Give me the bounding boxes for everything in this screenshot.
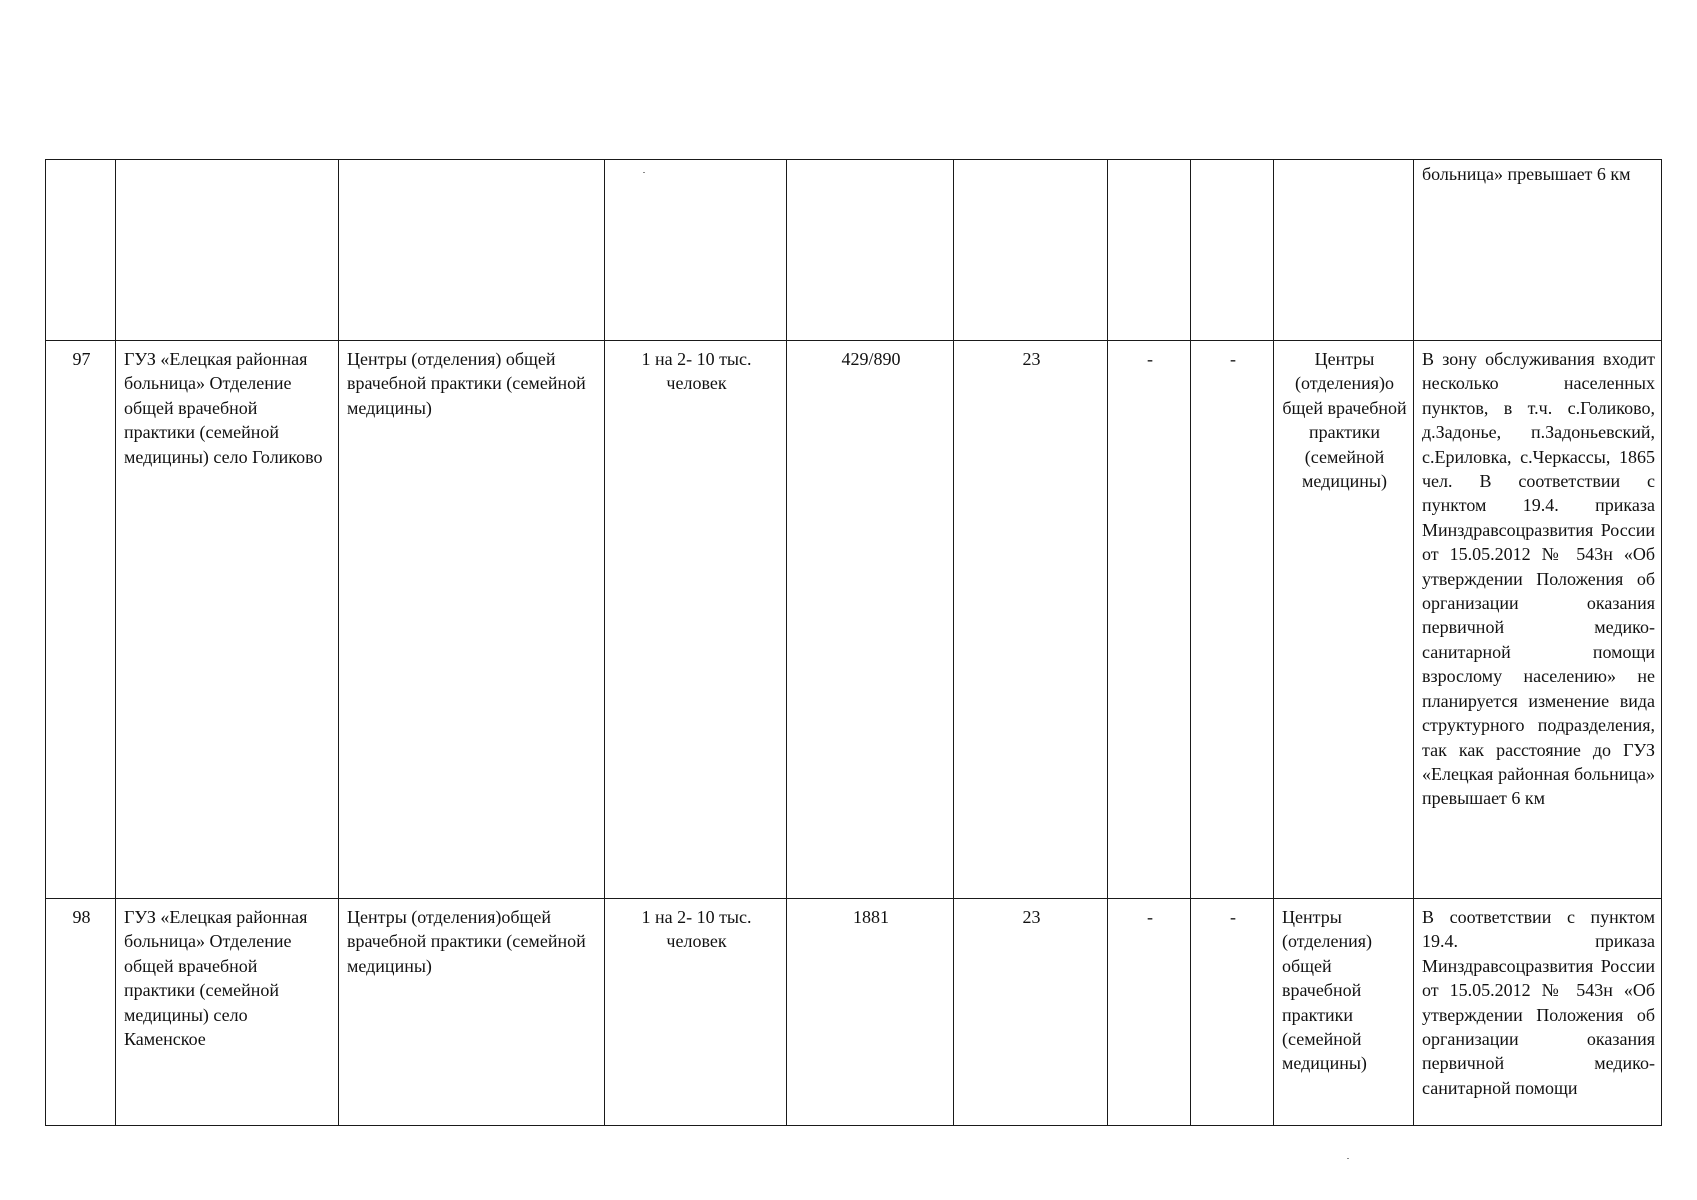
cell-distance <box>954 160 1108 341</box>
cell-facility-type <box>339 160 605 341</box>
cell-distance: 23 <box>954 341 1108 899</box>
cell-number: 98 <box>46 899 116 1126</box>
cell-number <box>46 160 116 341</box>
table-row <box>46 341 1662 899</box>
cell-col8: - <box>1191 341 1274 899</box>
cell-col8: - <box>1191 899 1274 1126</box>
facilities-table <box>45 159 1662 1126</box>
cell-institution: ГУЗ «Елецкая районная больница» Отделение общей врачебной практики (семейной медицины) село Каменское <box>116 899 339 1126</box>
cell-facility-type: Центры (отделения)общей врачебной практики (семейной медицины) <box>339 899 605 1126</box>
cell-norm: 1 на 2- 10 тыс. человек <box>605 341 787 899</box>
cell-col7: - <box>1108 341 1191 899</box>
cell-institution: ГУЗ «Елецкая районная больница» Отделение общей врачебной практики (семейной медицины) село Голиково <box>116 341 339 899</box>
cell-note: В зону обслуживания входит несколько населенных пунктов, в т.ч. с.Голиково, д.Задонье, п.Задоньевский, с.Ериловка, с.Черкассы, 1865 чел. В соответствии с пунктом 19.4. приказа Минздравсоцразвития России от 15.05.2012 № 543н «Об утверждении Положения об организации оказания первичной медико-санитарной помощи взрослому населению» не планируется изменение вида структурного подразделения, так как расстояние до ГУЗ «Елецкая районная больница» превышает 6 км <box>1414 341 1662 899</box>
cell-number: 97 <box>46 341 116 899</box>
cell-norm <box>605 160 787 341</box>
cell-col8 <box>1191 160 1274 341</box>
cell-note: больница» превышает 6 км <box>1414 160 1662 341</box>
cell-col7: - <box>1108 899 1191 1126</box>
scan-speck <box>1347 1158 1349 1159</box>
table-row <box>46 899 1662 1126</box>
cell-planned-type: Центры (отделения)о бщей врачебной практики (семейной медицины) <box>1274 341 1414 899</box>
cell-population <box>787 160 954 341</box>
cell-norm: 1 на 2- 10 тыс. человек <box>605 899 787 1126</box>
cell-col7 <box>1108 160 1191 341</box>
cell-population: 1881 <box>787 899 954 1126</box>
cell-planned-type <box>1274 160 1414 341</box>
cell-distance: 23 <box>954 899 1108 1126</box>
table-row <box>46 160 1662 341</box>
cell-facility-type: Центры (отделения) общей врачебной практики (семейной медицины) <box>339 341 605 899</box>
scan-speck <box>643 172 645 173</box>
cell-note: В соответствии с пунктом 19.4. приказа Минздравсоцразвития России от 15.05.2012 № 543н «Об утверждении Положения об организации оказания первичной медико-санитарной помощи <box>1414 899 1662 1126</box>
cell-planned-type: Центры (отделения) общей врачебной практики (семейной медицины) <box>1274 899 1414 1126</box>
cell-institution <box>116 160 339 341</box>
cell-population: 429/890 <box>787 341 954 899</box>
